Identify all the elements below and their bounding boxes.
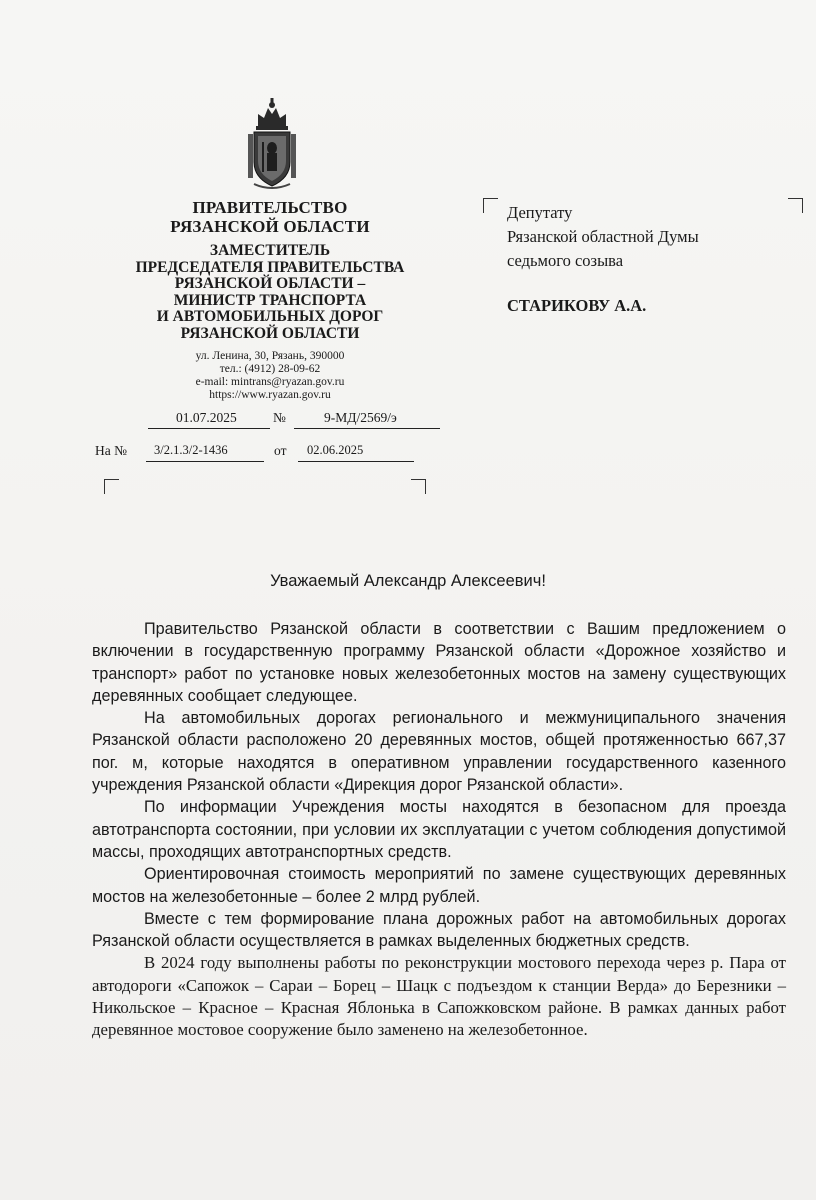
- body-paragraph: В 2024 году выполнены работы по реконструкции мостового перехода через р. Пара от автодороги «Сапожок – Сараи – Борец – Шацк с подъездом к станции Верда» до Березники – Никольское – Красное – Красная Яблонька в Сапожковском районе. В рамках данных работ деревянное мостовое сооружение было заменено на железобетонное.: [92, 953, 786, 1040]
- body-paragraph: Правительство Рязанской области в соответствии с Вашим предложением о включении в государственную программу Рязанской области «Дорожное хозяйство и транспорт» работ по установке новых железобетонных мостов на замену существующих деревянных сообщает следующее.: [92, 620, 786, 705]
- corner-mark: [483, 198, 498, 213]
- ref-date-underline: [298, 461, 414, 462]
- email-line: e-mail: mintrans@ryazan.gov.ru: [195, 376, 345, 388]
- address-line: ул. Ленина, 30, Рязань, 390000: [195, 350, 345, 362]
- number-label: №: [273, 410, 286, 425]
- phone-line: тел.: (4912) 28-09-62: [219, 363, 321, 375]
- organization-name: [100, 198, 440, 236]
- ref-number-underline: [146, 461, 264, 462]
- addressee-line: седьмого созыва: [507, 251, 624, 270]
- addressee-block: [507, 201, 699, 273]
- greeting: Уважаемый Александр Алексеевич!: [270, 572, 546, 590]
- addressee-name: СТАРИКОВУ А.А.: [507, 296, 647, 315]
- coat-of-arms-icon: [244, 96, 300, 192]
- letter-body: [92, 618, 786, 1042]
- addressee-line: Рязанской областной Думы: [507, 227, 699, 246]
- ref-date: 02.06.2025: [307, 443, 364, 457]
- body-paragraph: На автомобильных дорогах регионального и межмуниципального значения Рязанской области расположено 20 деревянных мостов, общей протяженностью 667,37 пог. м, которые находятся в оперативном управлении государственного казенного учреждения Рязанской области «Дирекция дорог Рязанской области».: [92, 709, 786, 795]
- ref-number: 3/2.1.3/2-1436: [154, 443, 228, 457]
- title-line: РЯЗАНСКОЙ ОБЛАСТИ: [180, 324, 360, 342]
- ref-from-label: от: [274, 443, 287, 458]
- title-line: И АВТОМОБИЛЬНЫХ ДОРОГ: [156, 308, 384, 325]
- ref-label: На №: [95, 443, 127, 458]
- org-name-line: РЯЗАНСКОЙ ОБЛАСТИ: [170, 217, 370, 236]
- contact-info: [160, 350, 380, 402]
- title-line: ПРЕДСЕДАТЕЛЯ ПРАВИТЕЛЬСТВА: [135, 258, 405, 276]
- body-paragraph: По информации Учреждения мосты находятся в безопасном для проезда автотранспорта состоянии, при условии их эксплуатации с учетом соблюдения допустимой массы, проходящих автотранспортных средств.: [92, 798, 786, 861]
- body-paragraph: Вместе с тем формирование плана дорожных работ на автомобильных дорогах Рязанской области осуществляется в рамках выделенных бюджетных средств.: [92, 909, 786, 951]
- title-line: МИНИСТР ТРАНСПОРТА: [173, 291, 367, 309]
- title-line: ЗАМЕСТИТЕЛЬ: [209, 242, 331, 259]
- number-underline: [294, 428, 440, 429]
- corner-mark: [104, 479, 119, 494]
- corner-mark: [411, 479, 426, 494]
- body-paragraph: Ориентировочная стоимость мероприятий по замене существующих деревянных мостов на железобетонные – более 2 млрд рублей.: [92, 865, 786, 906]
- org-name-line: ПРАВИТЕЛЬСТВО: [192, 198, 348, 217]
- website-line: https://www.ryazan.gov.ru: [209, 389, 331, 401]
- letter-number: 9-МД/2569/э: [324, 410, 397, 425]
- official-title: [100, 243, 440, 342]
- corner-mark: [788, 198, 803, 213]
- letter-date: 01.07.2025: [176, 410, 237, 425]
- date-underline: [148, 428, 270, 429]
- addressee-line: Депутату: [507, 203, 573, 222]
- title-line: РЯЗАНСКОЙ ОБЛАСТИ –: [174, 275, 366, 292]
